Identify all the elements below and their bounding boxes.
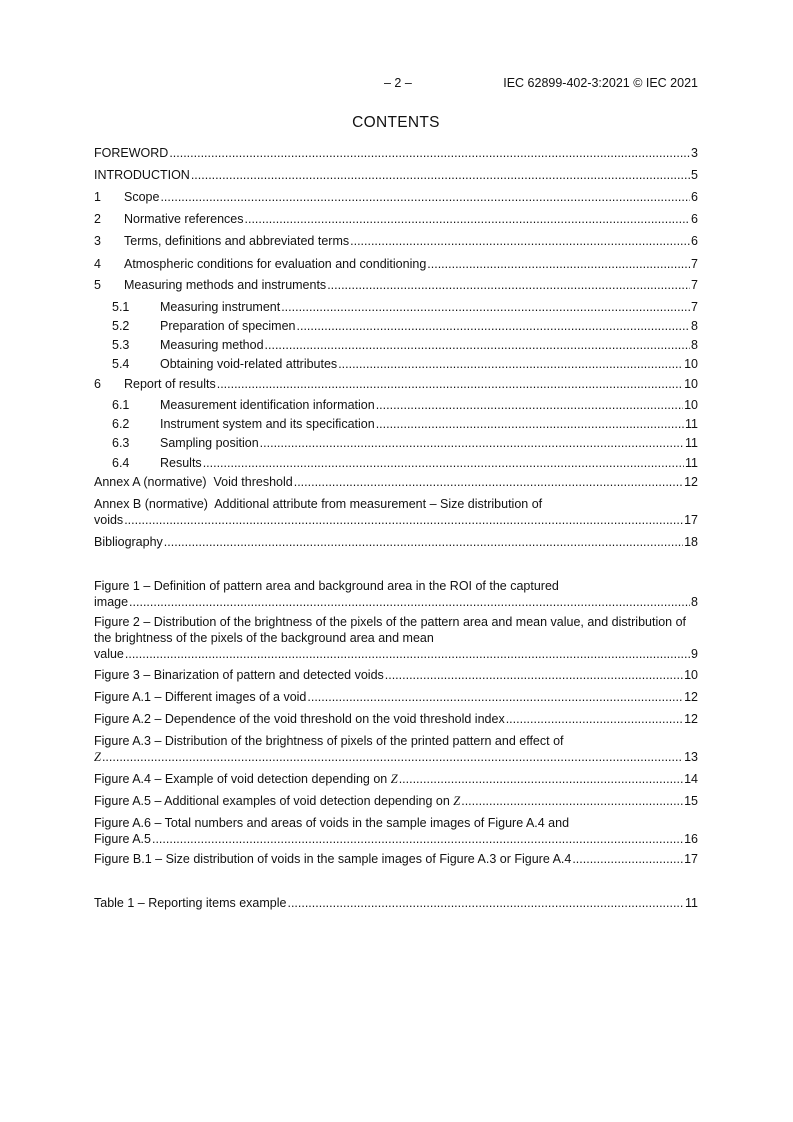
leader-dots — [350, 233, 690, 249]
variable-z: Z — [453, 794, 461, 808]
toc-page: 7 — [691, 278, 698, 292]
leader-dots — [164, 534, 683, 550]
toc-label: Measurement identification information — [160, 398, 375, 412]
toc-label: Sampling position — [160, 436, 259, 450]
toc-label: Normative references — [124, 212, 244, 226]
toc-page: 8 — [691, 595, 698, 609]
leader-dots — [461, 793, 683, 809]
toc-label-line: Figure A.6 – Total numbers and areas of voids in the sample images of Figure A.4 and — [94, 816, 570, 830]
toc-entry-clause-5-1[interactable] — [94, 299, 698, 315]
leader-dots — [160, 189, 690, 205]
toc-page: 9 — [691, 647, 698, 661]
toc-page: 14 — [684, 772, 698, 786]
toc-label: Figure A.1 – Different images of a void — [94, 690, 307, 704]
toc-entry-clause-5-2[interactable] — [94, 318, 698, 334]
toc-entry-figure-a6[interactable] — [94, 815, 698, 847]
toc-label: Scope — [124, 190, 160, 204]
leader-dots — [427, 256, 690, 272]
toc-label: Instrument system and its specification — [160, 417, 375, 431]
leader-dots — [203, 455, 684, 471]
leader-dots — [287, 895, 684, 911]
toc-entry-clause-4[interactable] — [94, 256, 698, 272]
page-title: CONTENTS — [352, 114, 440, 131]
toc-entry-annex-a[interactable] — [94, 474, 698, 490]
toc-page: 17 — [684, 513, 698, 527]
toc-label: FOREWORD — [94, 146, 169, 160]
toc-number: 5.1 — [112, 300, 130, 314]
toc-label: Figure B.1 – Size distribution of voids in the sample images of Figure A.3 or Figure A.4 — [94, 852, 572, 866]
toc-label: Terms, definitions and abbreviated terms — [124, 234, 350, 248]
toc-entry-figure-3[interactable] — [94, 667, 698, 683]
toc-number: 6.4 — [112, 456, 130, 470]
toc-label: Table 1 – Reporting items example — [94, 896, 287, 910]
leader-dots — [191, 167, 690, 183]
toc-page: 10 — [684, 377, 698, 391]
toc-entry-clause-6-4[interactable] — [94, 455, 698, 471]
toc-page: 12 — [684, 690, 698, 704]
leader-dots — [129, 594, 690, 610]
toc-label: Z — [94, 750, 101, 764]
toc-number: 6 — [94, 377, 101, 391]
toc-page: 12 — [684, 712, 698, 726]
leader-dots — [260, 435, 684, 451]
toc-number: 3 — [94, 234, 101, 248]
page-number: – 2 – — [384, 76, 412, 90]
toc-page: 11 — [685, 436, 698, 450]
toc-label-line: Figure 1 – Definition of pattern area and background area in the ROI of the captured — [94, 579, 559, 593]
toc-label: Figure A.5 – Additional examples of void detection depending on Z — [94, 794, 461, 808]
toc-label-line: Figure 2 – Distribution of the brightness of the pixels of the pattern area and mean value, and distribution of the brightness of the pixels of the background area and mean — [94, 615, 687, 645]
toc-number: 4 — [94, 257, 101, 271]
toc-entry-figure-a2[interactable] — [94, 711, 698, 727]
toc-label: Obtaining void-related attributes — [160, 357, 338, 371]
toc-number: 6.2 — [112, 417, 130, 431]
toc-label: voids — [94, 513, 124, 527]
toc-page: 6 — [691, 212, 698, 226]
toc-entry-figure-a5[interactable] — [94, 793, 698, 809]
leader-dots — [217, 376, 683, 392]
leader-dots — [294, 474, 683, 490]
toc-entry-clause-6-2[interactable] — [94, 416, 698, 432]
toc-page: 18 — [684, 535, 698, 549]
toc-entry-introduction[interactable] — [94, 167, 698, 183]
toc-entry-figure-1[interactable] — [94, 578, 698, 610]
leader-dots — [265, 337, 691, 353]
leader-dots — [376, 397, 683, 413]
toc-page: 6 — [691, 190, 698, 204]
toc-entry-foreword[interactable] — [94, 145, 698, 161]
toc-label-line: Figure A.3 – Distribution of the brightness of pixels of the printed pattern and effect of — [94, 734, 564, 748]
toc-page: 6 — [691, 234, 698, 248]
toc-entry-figure-b1[interactable] — [94, 851, 698, 867]
toc-label: Results — [160, 456, 202, 470]
table-of-contents — [94, 145, 698, 910]
toc-number: 5.2 — [112, 319, 130, 333]
toc-number: 5.3 — [112, 338, 130, 352]
toc-page: 10 — [684, 357, 698, 371]
toc-label: Annex A (normative) Void threshold — [94, 475, 293, 489]
toc-label: Figure A.5 — [94, 832, 151, 846]
toc-page: 12 — [684, 475, 698, 489]
toc-label: Figure A.4 – Example of void detection depending on Z — [94, 772, 398, 786]
leader-dots — [281, 299, 690, 315]
toc-entry-clause-6-3[interactable] — [94, 435, 698, 451]
toc-entry-clause-6[interactable] — [94, 376, 698, 392]
leader-dots — [572, 851, 683, 867]
toc-entry-annex-b[interactable] — [94, 496, 698, 528]
toc-entry-bibliography[interactable] — [94, 534, 698, 550]
leader-dots — [245, 211, 691, 227]
toc-page: 8 — [691, 338, 698, 352]
toc-entry-clause-2[interactable] — [94, 211, 698, 227]
leader-dots — [297, 318, 691, 334]
leader-dots — [152, 831, 683, 847]
toc-page: 10 — [684, 398, 698, 412]
toc-page: 11 — [685, 896, 698, 910]
toc-label: Figure A.2 – Dependence of the void threshold on the void threshold index — [94, 712, 505, 726]
toc-label-line: Annex B (normative) Additional attribute from measurement – Size distribution of — [94, 497, 543, 511]
toc-page: 5 — [691, 168, 698, 182]
toc-entry-clause-6-1[interactable] — [94, 397, 698, 413]
toc-label: Measuring instrument — [160, 300, 281, 314]
page-header — [94, 76, 698, 92]
toc-page: 17 — [684, 852, 698, 866]
toc-number: 6.3 — [112, 436, 130, 450]
toc-entry-clause-1[interactable] — [94, 189, 698, 205]
leader-dots — [506, 711, 683, 727]
toc-entry-figure-a1[interactable] — [94, 689, 698, 705]
toc-label: Measuring method — [160, 338, 264, 352]
toc-label: value — [94, 647, 124, 661]
leader-dots — [102, 749, 683, 765]
toc-page: 7 — [691, 257, 698, 271]
toc-page: 10 — [684, 668, 698, 682]
toc-entry-clause-5-3[interactable] — [94, 337, 698, 353]
toc-entry-table-1[interactable] — [94, 895, 698, 911]
toc-label: Atmospheric conditions for evaluation and conditioning — [124, 257, 427, 271]
leader-dots — [327, 277, 690, 293]
toc-label: Bibliography — [94, 535, 163, 549]
toc-label: image — [94, 595, 129, 609]
toc-label: Measuring methods and instruments — [124, 278, 327, 292]
toc-page: 11 — [685, 417, 698, 431]
toc-page: 8 — [691, 319, 698, 333]
leader-dots — [124, 512, 683, 528]
toc-entry-figure-a3[interactable] — [94, 733, 698, 765]
toc-page: 15 — [684, 794, 698, 808]
leader-dots — [376, 416, 684, 432]
toc-number: 5 — [94, 278, 101, 292]
toc-entry-clause-3[interactable] — [94, 233, 698, 249]
toc-number: 6.1 — [112, 398, 130, 412]
toc-page: 11 — [685, 456, 698, 470]
toc-label: Figure 3 – Binarization of pattern and detected voids — [94, 668, 384, 682]
variable-z: Z — [390, 772, 398, 786]
document-id: IEC 62899-402-3:2021 © IEC 2021 — [503, 76, 698, 90]
leader-dots — [399, 771, 683, 787]
toc-number: 5.4 — [112, 357, 130, 371]
leader-dots — [307, 689, 683, 705]
toc-entry-figure-2[interactable] — [94, 614, 698, 662]
toc-label: Preparation of specimen — [160, 319, 296, 333]
toc-page: 3 — [691, 146, 698, 160]
toc-number: 2 — [94, 212, 101, 226]
toc-entry-clause-5[interactable] — [94, 277, 698, 293]
leader-dots — [125, 646, 690, 662]
toc-page: 16 — [684, 832, 698, 846]
toc-page: 13 — [684, 750, 698, 764]
toc-entry-figure-a4[interactable] — [94, 771, 698, 787]
leader-dots — [385, 667, 683, 683]
leader-dots — [169, 145, 690, 161]
toc-label: Report of results — [124, 377, 216, 391]
toc-entry-clause-5-4[interactable] — [94, 356, 698, 372]
toc-page: 7 — [691, 300, 698, 314]
toc-label: INTRODUCTION — [94, 168, 190, 182]
leader-dots — [338, 356, 683, 372]
toc-number: 1 — [94, 190, 101, 204]
